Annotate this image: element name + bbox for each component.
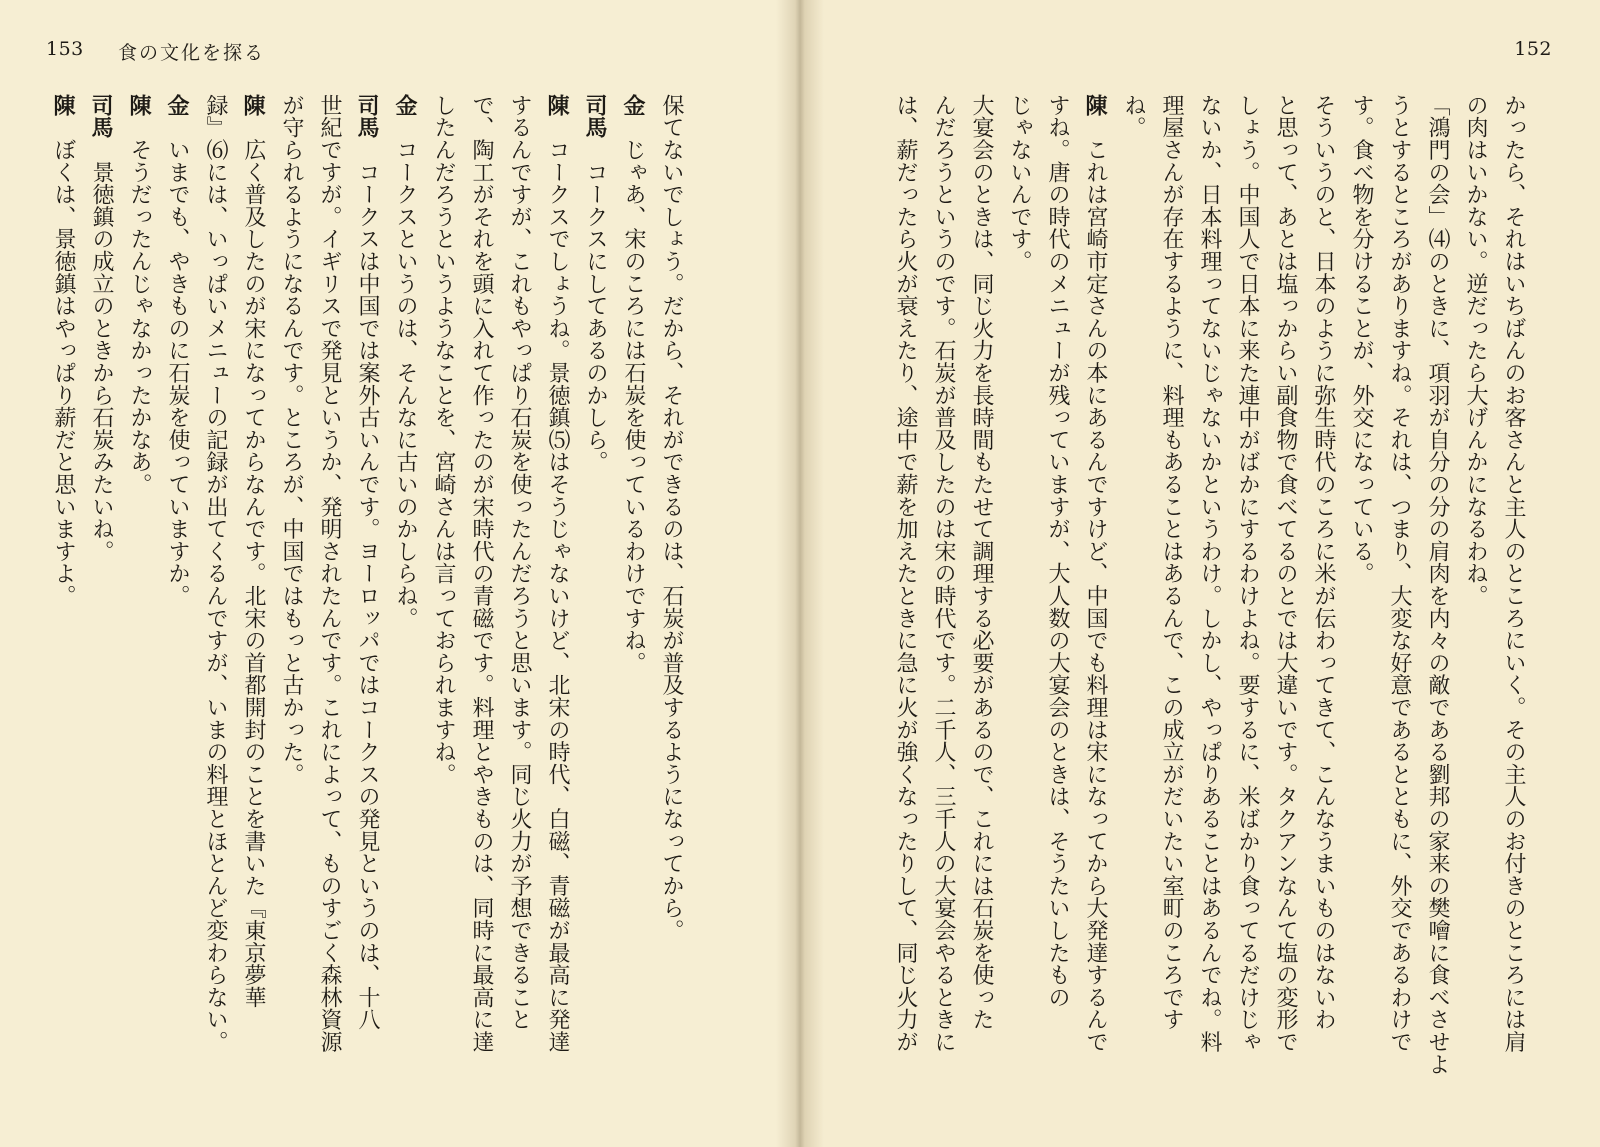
- text-line: [1117, 94, 1150, 1124]
- text-line: [1193, 94, 1226, 1124]
- book-gutter: [776, 0, 824, 1147]
- line-text: 広く普及したのが宋になってからなんです。北宋の首都開封のことを書いた『東京夢華: [241, 138, 266, 1009]
- line-text: うとするところがありますね。それは、つまり、大変な好意であるとともに、外交であるわけで: [1387, 94, 1412, 1053]
- speaker-label: 陳: [1082, 94, 1108, 117]
- text-line: [313, 94, 346, 1124]
- line-text: 世紀ですが。イギリスで発見というか、発明されたんです。これによって、ものすごく森林資源: [317, 94, 342, 1053]
- line-text: これは宮崎市定さんの本にあるんですけど、中国でも料理は宋になってから大発達するんで: [1083, 138, 1108, 1053]
- text-line: [427, 94, 460, 1124]
- speaker-label: 陳: [50, 94, 76, 117]
- line-text: ないか、日本料理ってないじゃないかというわけ。しかし、やっぱりあることはあるんでね。料: [1197, 94, 1222, 1053]
- line-text: 「鴻門の会」⑷のときに、項羽が自分の分の肩肉を内々の敵である劉邦の家来の樊噲に食べさせよ: [1425, 94, 1450, 1076]
- text-line: [1345, 94, 1378, 1124]
- line-text: ね。: [1121, 94, 1146, 139]
- text-line: [351, 94, 384, 1124]
- page-number: 153: [46, 38, 84, 60]
- text-line: [503, 94, 536, 1124]
- line-text: じゃないんです。: [1007, 94, 1032, 273]
- right-page: [800, 0, 1600, 1147]
- line-text: で、陶工がそれを頭に入れて作ったのが宋時代の青磁です。料理とやきものは、同時に最高に達: [469, 94, 494, 1053]
- text-line: [275, 94, 308, 1124]
- speaker-label: 陳: [544, 94, 570, 117]
- text-line: [85, 94, 118, 1124]
- text-line: [965, 94, 998, 1124]
- text-columns: [889, 94, 1530, 1124]
- speaker-label: 司馬: [582, 94, 608, 139]
- text-line: [1041, 94, 1074, 1124]
- running-header: 食の文化を探る: [118, 42, 266, 64]
- speaker-label: 陳: [240, 94, 266, 117]
- text-line: [655, 94, 688, 1124]
- line-text: するんですが、これもやっぱり石炭を使ったんだろうと思います。同じ火力が予想できること: [507, 94, 532, 1031]
- text-line: [1307, 94, 1340, 1124]
- line-text: コークスというのは、そんなに古いのかしらね。: [393, 138, 418, 630]
- line-text: じゃあ、宋のころには石炭を使っているわけですね。: [621, 138, 646, 674]
- line-text: が守られるようになるんです。ところが、中国ではもっと古かった。: [279, 94, 304, 786]
- text-line: [1003, 94, 1036, 1124]
- text-line: [123, 94, 156, 1124]
- line-text: すね。唐の時代のメニューが残っていますが、大人数の大宴会のときは、そうたいしたもの: [1045, 94, 1070, 1009]
- speaker-label: 金: [392, 94, 418, 117]
- line-text: そうだったんじゃなかったかなあ。: [127, 138, 152, 496]
- text-line: [927, 94, 960, 1124]
- text-line: [1269, 94, 1302, 1124]
- text-line: [1079, 94, 1112, 1124]
- text-line: [1421, 94, 1454, 1124]
- speaker-label: 金: [164, 94, 190, 117]
- speaker-label: 陳: [126, 94, 152, 117]
- line-text: コークスにしてあるのかしら。: [583, 160, 608, 474]
- line-text: は、薪だったら火が衰えたり、途中で薪を加えたときに急に火が強くなったりして、同じ火力が: [893, 94, 918, 1053]
- line-text: 大宴会のときは、同じ火力を長時間もたせて調理する必要があるので、これには石炭を使った: [969, 94, 994, 1031]
- text-columns: [47, 94, 688, 1124]
- text-line: [1383, 94, 1416, 1124]
- line-text: 保てないでしょう。だから、それができるのは、石炭が普及するようになってから。: [659, 94, 684, 942]
- line-text: かったら、それはいちばんのお客さんと主人のところにいく。その主人のお付きのところには肩: [1501, 94, 1526, 1053]
- speaker-label: 司馬: [88, 94, 114, 139]
- line-text: と思って、あとは塩っからい副食物で食べてるのとでは大違いです。タクアンなんて塩の変形で: [1273, 94, 1298, 1053]
- text-line: [161, 94, 194, 1124]
- line-text: す。食べ物を分けることが、外交になっている。: [1349, 94, 1374, 585]
- text-line: [579, 94, 612, 1124]
- line-text: したんだろうというようなことを、宮崎さんは言っておられますね。: [431, 94, 456, 786]
- text-line: [617, 94, 650, 1124]
- line-text: 景徳鎮の成立のときから石炭みたいね。: [89, 160, 114, 563]
- line-text: コークスは中国では案外古いんです。ヨーロッパではコークスの発見というのは、十八: [355, 160, 380, 1031]
- line-text: いまでも、やきものに石炭を使っていますか。: [165, 138, 190, 607]
- text-line: [199, 94, 232, 1124]
- speaker-label: 金: [620, 94, 646, 117]
- line-text: の肉はいかない。逆だったら大げんかになるわね。: [1463, 94, 1488, 607]
- text-line: [889, 94, 922, 1124]
- line-text: コークスでしょうね。景徳鎮⑸はそうじゃないけど、北宋の時代、白磁、青磁が最高に発達: [545, 138, 570, 1053]
- line-text: 録』⑹には、いっぱいメニューの記録が出てくるんですが、いまの料理とほとんど変わらない。: [203, 94, 228, 1053]
- line-text: んだろうというのです。石炭が普及したのは宋の時代です。二千人、三千人の大宴会やるときに: [931, 94, 956, 1053]
- text-line: [389, 94, 422, 1124]
- text-line: [465, 94, 498, 1124]
- text-line: [1155, 94, 1188, 1124]
- page-number: 152: [1514, 38, 1552, 60]
- line-text: 理屋さんが存在するように、料理もあることはあるんで、この成立がだいたい室町のころです: [1159, 94, 1184, 1031]
- speaker-label: 司馬: [354, 94, 380, 139]
- line-text: そういうのと、日本のように弥生時代のころに米が伝わってきて、こんなうまいものはないわ: [1311, 94, 1336, 1031]
- text-line: [1459, 94, 1492, 1124]
- text-line: [1497, 94, 1530, 1124]
- line-text: しょう。中国人で日本に来た連中がばかにするわけよね。要するに、米ばかり食ってるだけじゃ: [1235, 94, 1260, 1053]
- text-line: [237, 94, 270, 1124]
- text-line: [47, 94, 80, 1124]
- text-line: [541, 94, 574, 1124]
- text-line: [1231, 94, 1264, 1124]
- line-text: ぼくは、景徳鎮はやっぱり薪だと思いますよ。: [51, 138, 76, 607]
